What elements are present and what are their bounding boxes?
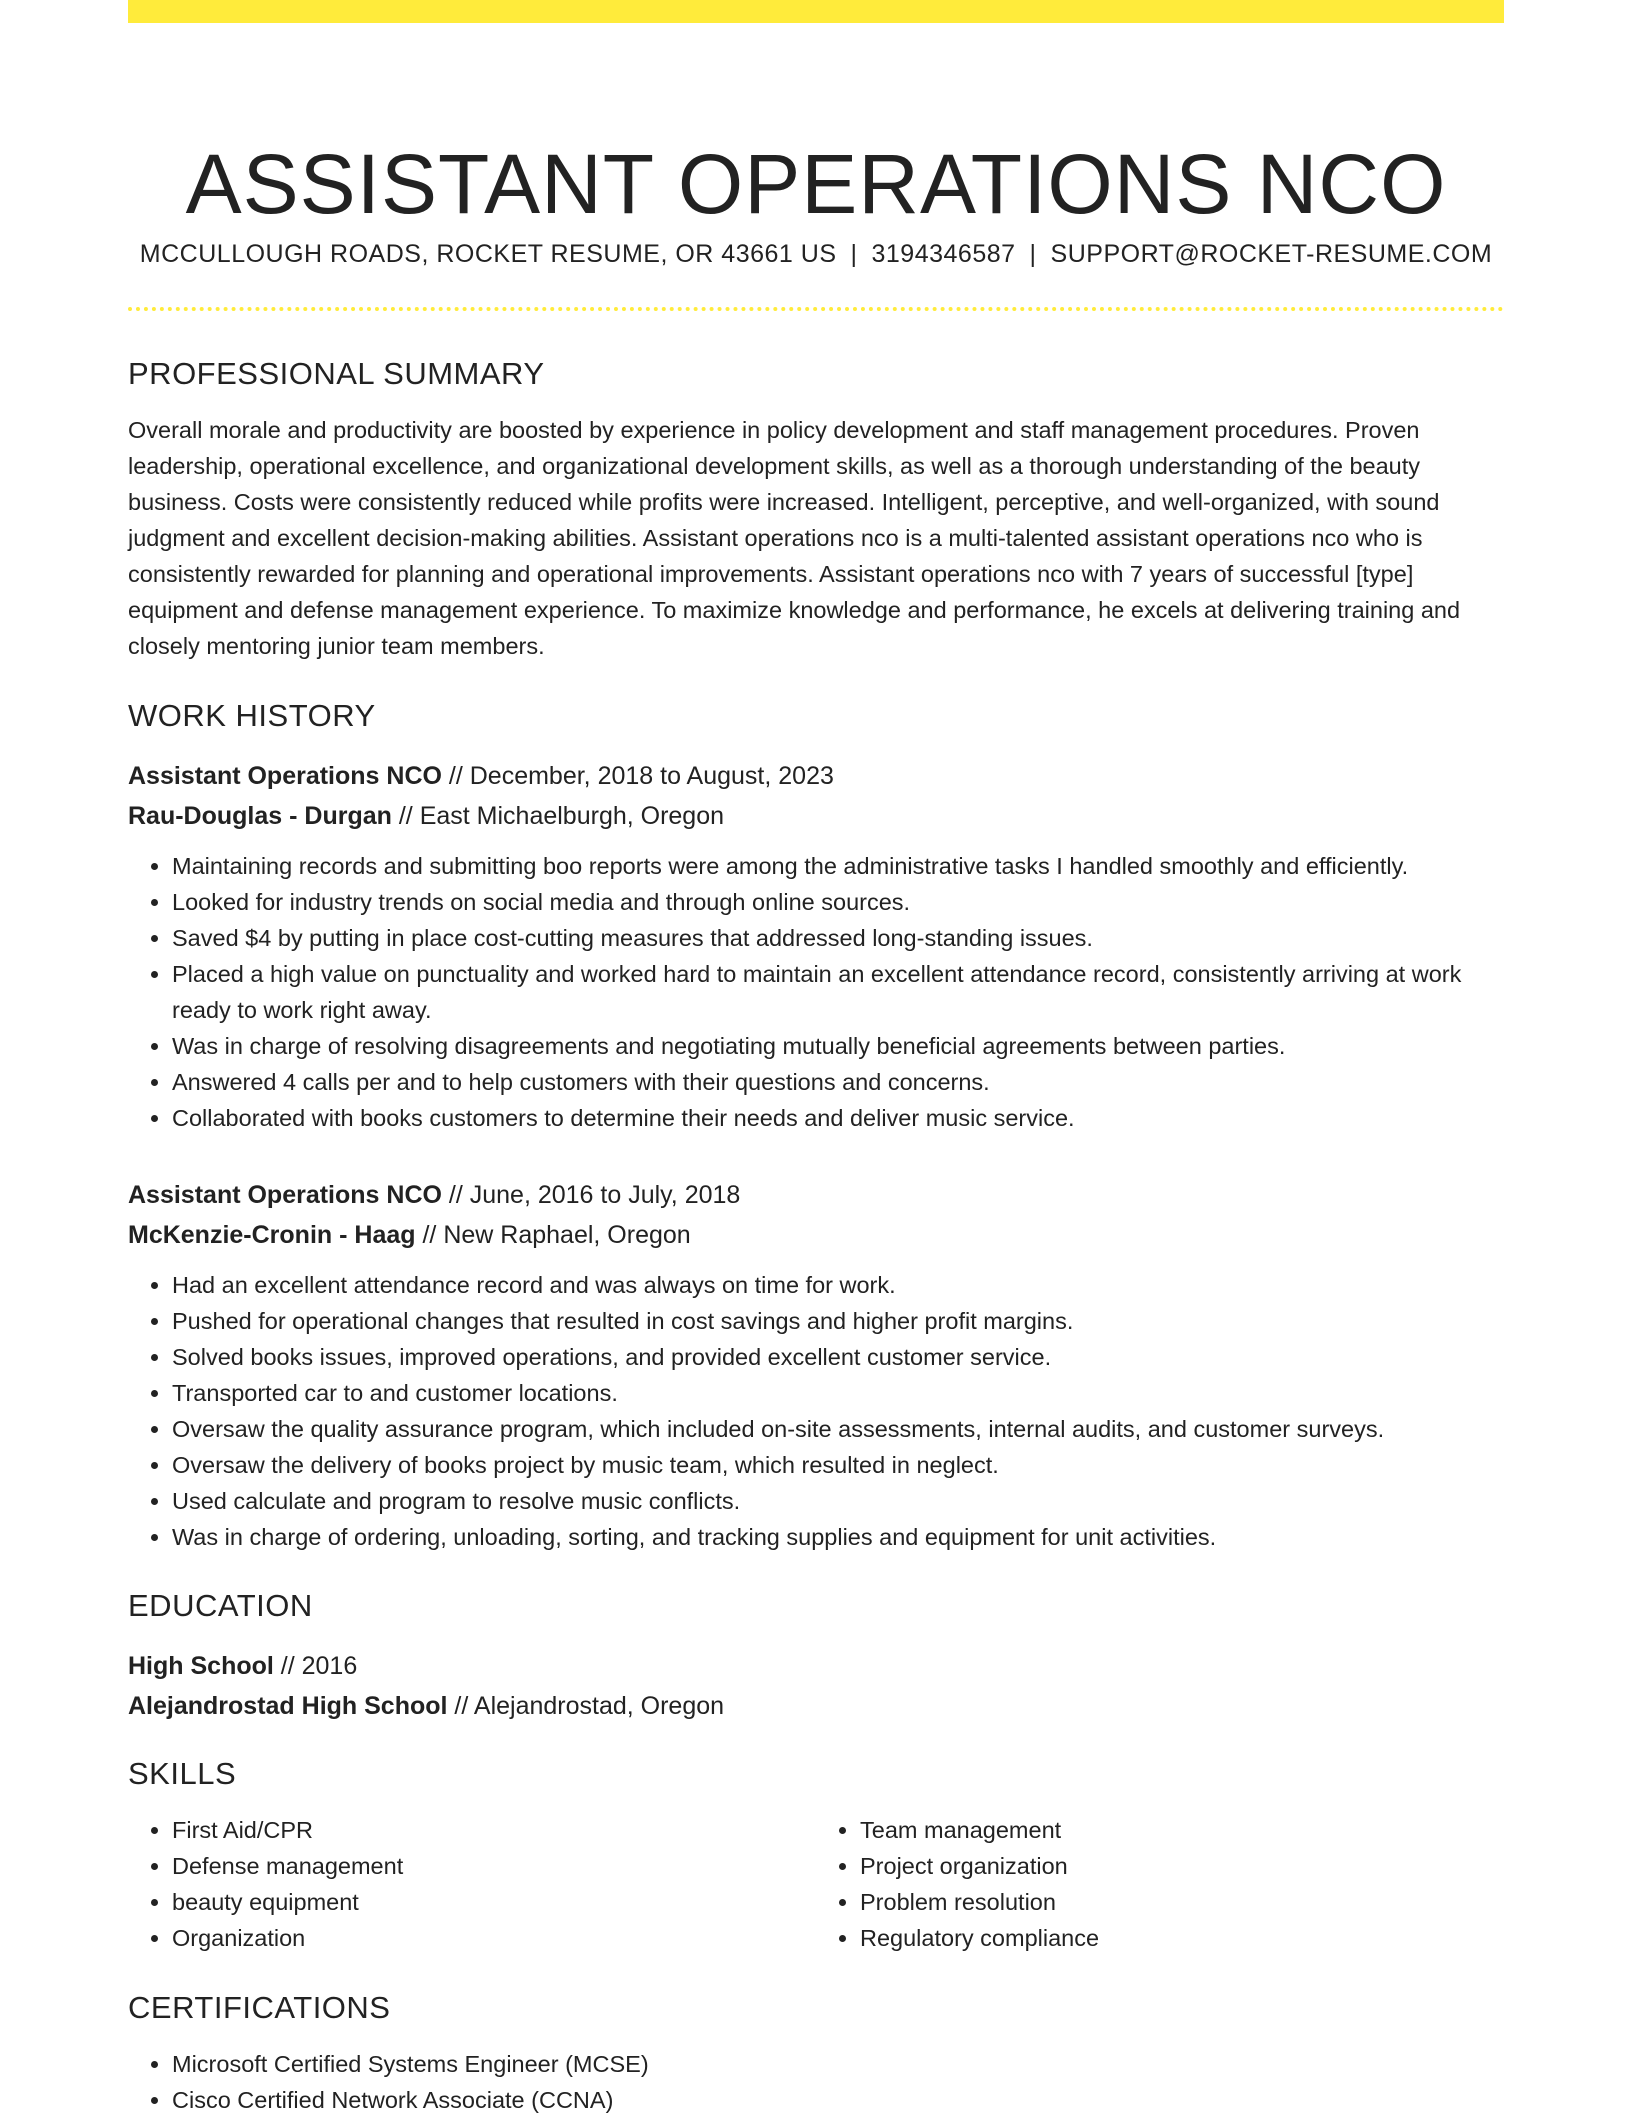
education-heading: EDUCATION [128, 1588, 313, 1623]
education-year: // 2016 [273, 1652, 358, 1680]
job-bullet: • Transported car to and customer locations. [172, 1375, 1504, 1411]
skill-item: • Project organization [860, 1848, 1504, 1884]
skills-list-right [816, 1812, 1504, 1956]
job-bullet: • Oversaw the delivery of books project by music team, which resulted in neglect. [172, 1447, 1504, 1483]
job-bullet: • Placed a high value on punctuality and worked hard to maintain an excellent attendance record, consistently arriving at work ready to work right away. [172, 956, 1504, 1028]
job-title: Assistant Operations NCO [128, 762, 442, 790]
skills-columns [128, 1812, 1504, 1956]
job-bullet: • Was in charge of resolving disagreements and negotiating mutually beneficial agreements between parties. [172, 1028, 1504, 1064]
certifications-section [128, 1988, 1504, 2118]
contact-separator: | [850, 240, 858, 268]
job-company: Rau-Douglas - Durgan [128, 802, 392, 830]
skill-item: • First Aid/CPR [172, 1812, 816, 1848]
skills-list-left [128, 1812, 816, 1956]
skill-item: • beauty equipment [172, 1884, 816, 1920]
job-bullet: • Solved books issues, improved operations, and provided excellent customer service. [172, 1339, 1504, 1375]
contact-address: MCCULLOUGH ROADS, ROCKET RESUME, OR 43661 US [139, 240, 837, 268]
skill-item: • Defense management [172, 1848, 816, 1884]
summary-section [128, 354, 1504, 664]
job-dates: // December, 2018 to August, 2023 [441, 762, 834, 790]
job-bullet: • Maintaining records and submitting boo reports were among the administrative tasks I handled smoothly and efficiently. [172, 848, 1504, 884]
certification-item: • Microsoft Certified Systems Engineer (MCSE) [172, 2046, 1504, 2082]
education-location: // Alejandrostad, Oregon [447, 1692, 725, 1720]
skill-item: • Team management [860, 1812, 1504, 1848]
resume-title: ASSISTANT OPERATIONS NCO [185, 137, 1447, 232]
contact-line [128, 236, 1504, 272]
job-title: Assistant Operations NCO [128, 1181, 442, 1209]
job-bullet: • Had an excellent attendance record and was always on time for work. [172, 1267, 1504, 1303]
work-history-section [128, 696, 1504, 1136]
job-bullet: • Was in charge of ordering, unloading, sorting, and tracking supplies and equipment for unit activities. [172, 1519, 1504, 1555]
education-degree: High School [128, 1652, 274, 1680]
job-bullet: • Oversaw the quality assurance program, which included on-site assessments, internal audits, and customer surveys. [172, 1411, 1504, 1447]
certification-item: • Cisco Certified Network Associate (CCNA) [172, 2082, 1504, 2118]
job-company-line [128, 1215, 1504, 1255]
work-history-heading: WORK HISTORY [128, 698, 376, 733]
job-company-line [128, 796, 1504, 836]
dotted-divider [128, 307, 1504, 311]
job-dates: // June, 2016 to July, 2018 [441, 1181, 741, 1209]
job-bullet: • Pushed for operational changes that resulted in cost savings and higher profit margins. [172, 1303, 1504, 1339]
contact-separator: | [1029, 240, 1037, 268]
education-degree-line [128, 1646, 1504, 1686]
job-bullets [128, 848, 1504, 1136]
education-section [128, 1586, 1504, 1726]
job-entry [128, 1175, 1504, 1555]
contact-phone: 3194346587 [871, 240, 1016, 268]
education-school: Alejandrostad High School [128, 1692, 448, 1720]
skill-item: • Regulatory compliance [860, 1920, 1504, 1956]
certifications-list [128, 2046, 1504, 2118]
education-school-line [128, 1686, 1504, 1726]
contact-email: SUPPORT@ROCKET-RESUME.COM [1050, 240, 1493, 268]
job-bullet: • Looked for industry trends on social media and through online sources. [172, 884, 1504, 920]
job-entry [128, 756, 1504, 1136]
skills-section [128, 1754, 1504, 1956]
skill-item: • Organization [172, 1920, 816, 1956]
job-bullet: • Answered 4 calls per and to help customers with their questions and concerns. [172, 1064, 1504, 1100]
job-company: McKenzie-Cronin - Haag [128, 1221, 416, 1249]
job-bullets [128, 1267, 1504, 1555]
job-title-line [128, 756, 1504, 796]
summary-heading: PROFESSIONAL SUMMARY [128, 356, 545, 391]
summary-text: Overall morale and productivity are boosted by experience in policy development and staff management procedures. Proven leadership, operational excellence, and organizational development skills, as well as a thorough understanding of the beauty business. Costs were consistently reduced while profits were increased. Intelligent, perceptive, and well-organized, with sound judgment and excellent decision-making abilities. Assistant operations nco is a multi-talented assistant operations nco who is consistently rewarded for planning and operational improvements. Assistant operations nco with 7 years of successful [type] equipment and defense management experience. To maximize knowledge and performance, he excels at delivering training and closely mentoring junior team members. [128, 417, 1461, 659]
job-bullet: • Saved $4 by putting in place cost-cutting measures that addressed long-standing issues. [172, 920, 1504, 956]
top-accent-bar [128, 0, 1504, 23]
job-location: // East Michaelburgh, Oregon [391, 802, 725, 830]
job-title-line [128, 1175, 1504, 1215]
skill-item: • Problem resolution [860, 1884, 1504, 1920]
job-location: // New Raphael, Oregon [415, 1221, 691, 1249]
skills-heading: SKILLS [128, 1756, 237, 1791]
certifications-heading: CERTIFICATIONS [128, 1990, 391, 2025]
job-bullet: • Used calculate and program to resolve music conflicts. [172, 1483, 1504, 1519]
job-bullet: • Collaborated with books customers to determine their needs and deliver music service. [172, 1100, 1504, 1136]
